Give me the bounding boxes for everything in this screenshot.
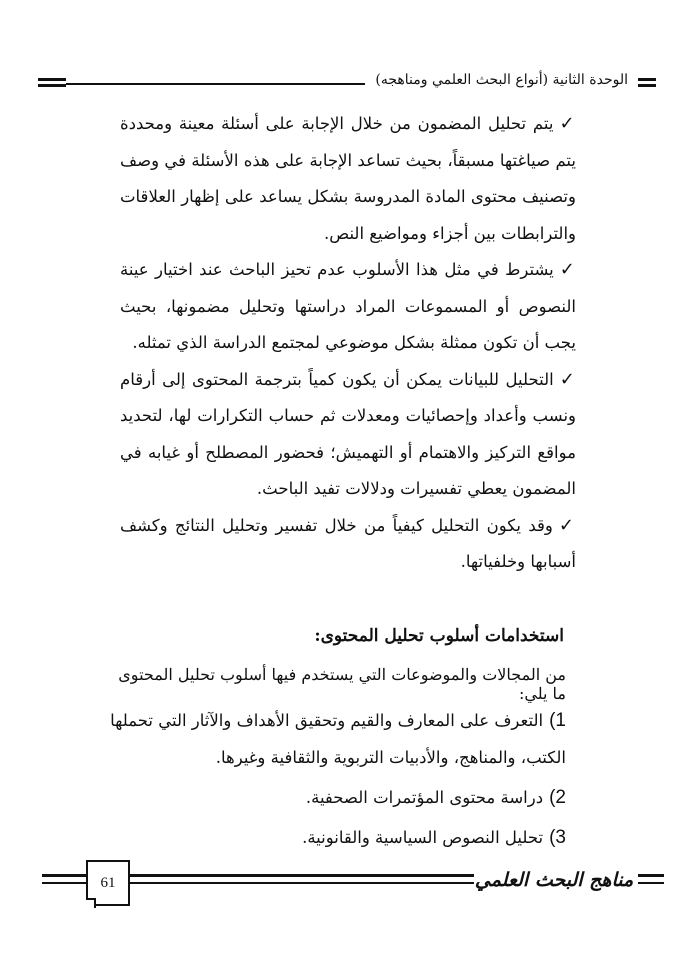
list-item [90,819,566,856]
checkmark-icon: ✓ [559,113,576,134]
checkmark-icon: ✓ [559,368,576,390]
calligraphy-logo: مناهج البحث العلمي [474,862,634,898]
list-item-text: دراسة محتوى المؤتمرات الصحفية. [305,788,544,807]
bullet-paragraph [120,252,576,362]
checkmark-icon: ✓ [558,514,576,536]
bullet-paragraph [120,508,576,581]
paragraph-text: يشترط في مثل هذا الأسلوب عدم تحيز الباحث عند اختيار عينة النصوص أو المسموعات المراد دراستها وتحليل مضمونها، بحيث يجب أن تكون ممثلة بشكل موضوعي لمجتمع الدراسة الذي تمثله. [120,260,576,352]
header-rule-ornament-left [38,78,66,87]
list-item [90,702,566,776]
list-number: 1) [549,710,566,731]
checkmark-icon: ✓ [559,259,576,280]
page-number: 61 [100,874,116,891]
paragraph-text: يتم تحليل المضمون من خلال الإجابة على أسئلة معينة ومحددة يتم صياغتها مسبقاً، بحيث تساعد الإجابة على هذه الأسئلة في وصف وتصنيف محتوى المادة المدروسة بشكل يساعد على إظهار العلاقات والترابطات بين أجزاء ومواضيع النص. [120,114,576,243]
footer-rule-right-thick [638,874,664,877]
numbered-list [90,702,566,859]
list-item [90,779,566,816]
list-item-text: تحليل النصوص السياسية والقانونية. [302,828,544,847]
footer-rule-right-thin [638,882,664,884]
paragraph-text: التحليل للبيانات يمكن أن يكون كمياً بترجمة المحتوى إلى أرقام ونسب وأعداد وإحصائيات ومعدلات ثم حساب التكرارات لها، لتحديد مواقع التركيز والاهتمام أو التهميش؛ فحضور المصطلح أو غيابه في المضمون يعطي تفسيرات ودلالات تفيد الباحث. [120,369,576,498]
body-text [120,106,576,581]
header-rule-ornament-right [638,78,656,87]
bullet-paragraph [120,106,576,252]
page-header [38,68,656,98]
section-heading: استخدامات أسلوب تحليل المحتوى: [314,626,564,646]
paragraph-text: وقد يكون التحليل كيفياً من خلال تفسير وتحليل النتائج وكشف أسبابها وخلفياتها. [120,515,576,571]
list-item-text: التعرف على المعارف والقيم وتحقيق الأهداف والآثار التي تحملها الكتب، والمناهج، والأدبيات التربوية والثقافية وغيرها. [110,711,566,767]
section-intro: من المجالات والموضوعات التي يستخدم فيها أسلوب تحليل المحتوى ما يلي: [118,665,566,703]
bullet-paragraph [120,362,576,508]
list-number: 3) [549,827,566,848]
page-curl-icon [86,898,96,908]
running-header-title: الوحدة الثانية (أنواع البحث العلمي ومناهجه) [365,72,638,88]
list-number: 2) [549,787,566,808]
